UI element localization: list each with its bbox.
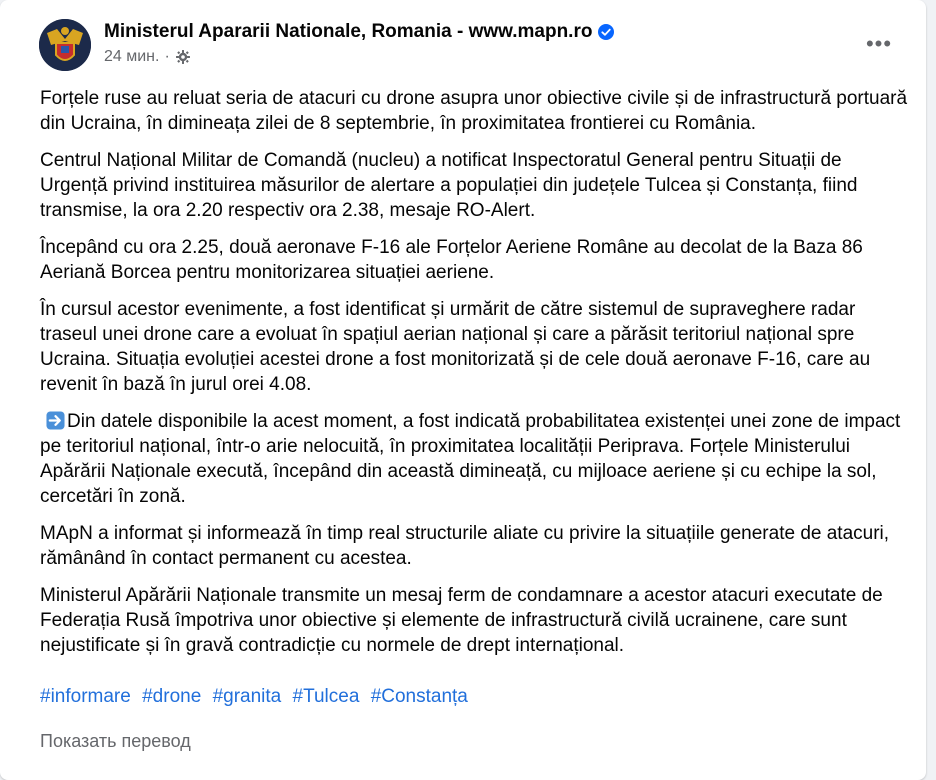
- post-paragraph-text: Din datele disponibile la acest moment, a fost indicată probabilitatea existenței unei zone de impact pe teritoriul național, într-o arie nelocuită, în proximitatea localității Periprava. Forțele Ministerului Apărării Naționale execută, începând din această dimineață, cu mijloace aeriene și cu echipe la sol, cercetări în zonă.: [40, 411, 901, 507]
- more-options-button[interactable]: •••: [865, 31, 893, 56]
- arrow-right-emoji-icon: [46, 411, 65, 430]
- post-timestamp[interactable]: 24 мин.: [104, 48, 160, 65]
- verified-badge-icon: [598, 24, 614, 40]
- avatar[interactable]: [39, 19, 91, 71]
- author-name[interactable]: Ministerul Apararii Nationale, Romania - www.mapn.ro: [104, 21, 593, 42]
- meta-separator: ·: [164, 48, 170, 65]
- page-title[interactable]: [104, 21, 614, 43]
- hashtag-link[interactable]: #Tulcea: [292, 686, 360, 707]
- post-paragraph: Centrul Național Militar de Comandă (nucleu) a notificat Inspectoratul General pentru Situații de Urgență privind instituirea măsurilor de alertare a populației din județele Tulcea și Constanța, fiind transmise, la ora 2.20 respectiv ora 2.38, mesaje RO-Alert.: [40, 150, 858, 221]
- post-paragraph: Forțele ruse au reluat seria de atacuri cu drone asupra unor obiective civile și de infrastructură portuară din Ucraina, în dimineața zilei de 8 septembrie, în proximitatea frontierei cu România.: [40, 88, 908, 134]
- show-translation-link[interactable]: Показать перевод: [40, 731, 191, 751]
- hashtag-link[interactable]: #drone: [142, 686, 202, 707]
- hashtag-list: [40, 686, 468, 708]
- gear-icon[interactable]: [175, 49, 191, 65]
- post-body: [40, 86, 910, 670]
- post-meta: [104, 48, 191, 66]
- coat-of-arms-icon: [39, 19, 91, 71]
- post-paragraph: Ministerul Apărării Naționale transmite un mesaj ferm de condamnare a acestor atacuri executate de Federația Rusă împotriva unor obiective și elemente de infrastructură civilă ucrainene, care sunt nejustificate și în gravă contradicție cu normele de drept internațional.: [40, 585, 883, 656]
- post-paragraph-with-arrow: [40, 409, 910, 509]
- hashtag-link[interactable]: #informare: [40, 686, 131, 707]
- post-paragraph: MApN a informat și informează în timp real structurile aliate cu privire la situațiile generate de atacuri, rămânând în contact permanent cu acestea.: [40, 523, 890, 569]
- hashtag-link[interactable]: #granita: [212, 686, 282, 707]
- post-paragraph: În cursul acestor evenimente, a fost identificat și urmărit de către sistemul de supraveghere radar traseul unei drone care a evoluat în spațiul aerian național și care a părăsit teritoriul național spre Ucraina. Situația evoluției acestei drone a fost monitorizată și de cele două aeronave F-16, care au revenit în bază în jurul orei 4.08.: [40, 299, 871, 395]
- post-paragraph: Începând cu ora 2.25, două aeronave F-16 ale Forțelor Aeriene Române au decolat de la Baza 86 Aeriană Borcea pentru monitorizarea situației aeriene.: [40, 237, 863, 283]
- hashtag-link[interactable]: #Constanța: [370, 686, 468, 707]
